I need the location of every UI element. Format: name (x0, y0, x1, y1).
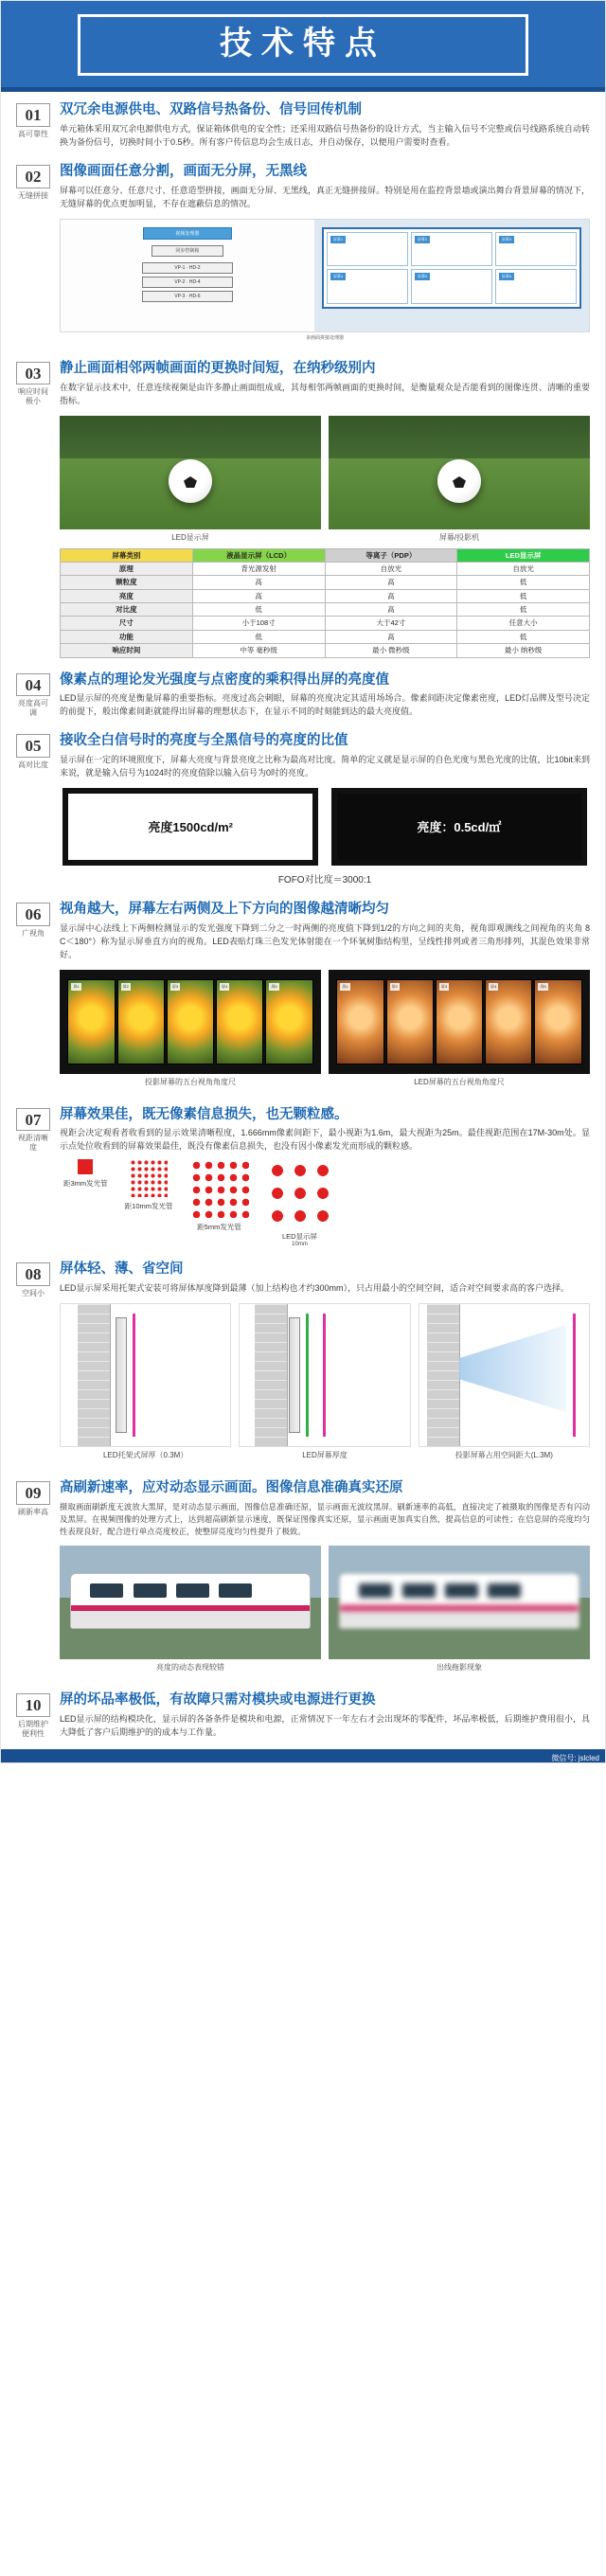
fan-panel (167, 979, 214, 1064)
screen-cell-tag: 屏幕3 (499, 236, 514, 243)
fan-panel (67, 979, 115, 1064)
football-icon (437, 459, 481, 503)
train-window (90, 1583, 123, 1598)
section-body (60, 1261, 590, 1466)
screen-cell-tag: 屏幕4 (330, 273, 346, 280)
brightness-comparison (60, 788, 590, 866)
fan-panel (534, 979, 581, 1064)
fan-panel (436, 979, 483, 1064)
fan-panel-label: 屏1 (342, 983, 348, 989)
section-body (60, 671, 590, 720)
pixel-caption: LED显示屏 (281, 1232, 318, 1242)
section-body (60, 1106, 590, 1248)
contrast-ratio-label: FOFO对比度＝3000:1 (277, 874, 372, 886)
drawing-canvas-2 (239, 1303, 410, 1447)
dimension-line-magenta (573, 1314, 576, 1437)
fan-panel-label: 屏2 (122, 983, 129, 989)
projection-beam (459, 1325, 566, 1412)
section-number-caption: 响应时间极小 (18, 387, 48, 406)
fan-panel-label: 屏3 (171, 983, 179, 989)
diagram-device-1: VP-1 · HD-2 (142, 262, 233, 274)
section-text: 单元箱体采用双冗余电源供电方式，保证箱体供电的安全性；还采用双路信号热备份的设计方式，当主输入信号不完整或信号线路系统自动转换为备份信号，切换时间小于0.5秒。所有客户传信息均会生成日志，并自动保存，以便用户需要时查看。 (60, 124, 590, 148)
drawing-projection (419, 1303, 590, 1460)
screen-cell-tag: 屏幕6 (499, 273, 514, 280)
pixel-item-4 (266, 1159, 334, 1247)
section-body (60, 360, 590, 658)
train-photo-blurred (329, 1546, 590, 1673)
section-body (60, 1479, 590, 1678)
table-cell: 低 (192, 630, 325, 643)
table-row (61, 617, 590, 630)
train-photo-sharp (60, 1546, 321, 1673)
section-text: 屏幕可以任意分、任意尺寸、任意造型拼接，画面无分屏、无黑线，真正无缝拼接屏。特别是用在监控背景墙或演出舞台背景屏幕的情况下，无缝屏幕的优点更加明显，不存在遮蔽信息的情况。 (60, 185, 590, 208)
section-number: 08 (16, 1262, 50, 1286)
viewing-angle-figures (60, 970, 590, 1087)
section-text: 显示屏中心法线上下两侧检测显示的发光强度下降到二分之一时两侧的亮度值下降到1/2的方向之间的夹角，视角即观测线之间视角的夹角 8 C＜180°）称为显示屏垂直方向的视角。LED表贴灯珠三色发光体射能在一个环氧树脂结构里，呈线性排列或者三角形排列，其混色效果非常好。 (60, 922, 590, 959)
section-number-caption: 刷新率高 (18, 1507, 48, 1516)
fan-panel-label: 屏5 (540, 983, 546, 989)
table-cell: 自放光 (325, 562, 457, 575)
brightness-white-panel: 亮度1500cd/m² (62, 788, 318, 866)
pixel-item-3 (190, 1159, 249, 1232)
section-number-caption: 无缝拼接 (18, 190, 48, 200)
section-title: 高刷新速率，应对动态显示画面。图像信息准确真实还原 (60, 1480, 403, 1496)
section-06 (1, 891, 605, 1097)
table-cell: 低 (457, 589, 590, 602)
table-cell: 低 (457, 576, 590, 589)
table-row (61, 576, 590, 589)
pixel-caption: 距5mm发光管 (197, 1223, 241, 1232)
drawing-bracket (60, 1303, 231, 1460)
section-number: 03 (16, 362, 50, 385)
table-cell: 背光源发射 (192, 562, 325, 575)
section-number-block (16, 1261, 50, 1298)
section-number-block (16, 1106, 50, 1154)
wall-hatch (427, 1304, 460, 1446)
drawing-canvas-1 (60, 1303, 231, 1447)
section-number-caption: 后期维护便利性 (18, 1719, 48, 1738)
section-08 (1, 1251, 605, 1470)
section-number-block (16, 732, 50, 770)
wall-hatch (255, 1304, 288, 1446)
pixel-block-solid (78, 1159, 93, 1174)
table-cell: 低 (192, 603, 325, 617)
fan-panel-label: 屏4 (222, 983, 228, 989)
table-cell: 最小 纳秒级 (457, 644, 590, 657)
splicing-diagram (60, 219, 590, 341)
space-drawings (60, 1303, 590, 1460)
fan-panel-label: 屏3 (440, 983, 448, 989)
table-cell: 高 (325, 589, 457, 602)
section-number-block (16, 163, 50, 201)
section-03 (1, 350, 605, 662)
fan-panel (336, 979, 383, 1064)
train-image-blurred (329, 1546, 590, 1659)
train-image-sharp (60, 1546, 321, 1659)
table-cell: 大于42寸 (325, 617, 457, 630)
page-title: 技术特点 (220, 26, 386, 62)
section-text: LED显示屏采用托架式安装可将屏体厚度降到最薄（加上结构也才约300mm），只占用最小的空间空间，适合对空间要求高的客户选择。 (60, 1283, 570, 1294)
train-caption-left: 亮度的动态表现较错 (156, 1663, 224, 1673)
table-row (61, 603, 590, 617)
fan-panel-label: 屏2 (391, 983, 398, 989)
drawing-caption: LED屏幕厚度 (302, 1451, 348, 1460)
section-number-block (16, 901, 50, 939)
page-header (1, 1, 605, 87)
table-header-cell: 等离子（PDP） (325, 548, 457, 562)
table-cell: 自放光 (457, 562, 590, 575)
diagram-center-label: 多画面拼接处理器 (305, 334, 344, 341)
photo-led (60, 416, 321, 543)
table-cell: 对比度 (61, 603, 193, 617)
drawing-caption: LED托架式屏厚（0.3M） (102, 1451, 188, 1460)
led-panel (289, 1317, 300, 1433)
comparison-table (60, 548, 590, 658)
section-10 (1, 1682, 605, 1744)
table-cell: 高 (192, 576, 325, 589)
section-01 (1, 92, 605, 153)
table-row (61, 644, 590, 657)
screen-cell-tag: 屏幕1 (330, 236, 346, 243)
pixel-block-led-screen (266, 1159, 334, 1227)
photo-caption-left: LED显示屏 (171, 532, 209, 542)
diagram-box-controller: 同步控制箱 (152, 245, 223, 257)
train-window (402, 1583, 436, 1598)
section-title: 视角越大，屏幕左右两侧及上下方向的图像越清晰均匀 (60, 901, 389, 917)
section-number-block (16, 1691, 50, 1739)
screen-grid (322, 227, 581, 309)
screen-cell (327, 232, 408, 267)
section-title: 屏的坏品率极低，有故障只需对模块或电源进行更换 (60, 1692, 376, 1708)
table-header-cell: LED显示屏 (457, 548, 590, 562)
fan-panel (485, 979, 532, 1064)
diagram-left (61, 220, 314, 331)
train-stripe (71, 1605, 310, 1611)
pixel-caption: 距10mm发光管 (124, 1202, 173, 1211)
fan-panel (117, 979, 165, 1064)
footer-bar (1, 1749, 605, 1762)
train-window (219, 1583, 252, 1598)
section-number: 05 (16, 734, 50, 758)
screen-cell (411, 232, 492, 267)
table-cell: 低 (457, 603, 590, 617)
dimension-line-magenta (133, 1314, 135, 1437)
table-row (61, 562, 590, 575)
fan-panel-label: 屏5 (271, 983, 277, 989)
section-05 (1, 723, 605, 891)
table-header-cell: 屏幕类别 (61, 548, 193, 562)
fan-projector (60, 970, 321, 1074)
diagram-device-2: VP-2 · HD-4 (142, 277, 233, 288)
table-cell: 颗粒度 (61, 576, 193, 589)
table-cell: 高 (325, 576, 457, 589)
table-header-row (61, 548, 590, 562)
dimension-line-magenta (323, 1314, 326, 1437)
table-cell: 响应时间 (61, 644, 193, 657)
section-text: LED显示屏的亮度是衡量屏幕的重要指标。亮度过高会刺眼，屏幕的亮度决定其适用场场合。像素间距决定像素密度，LED灯品牌及型号决定的前提下，般出像素间距就能得出屏幕的理想状态下，在显示不同的时刻能到达的最大亮度值。 (60, 693, 590, 717)
train-body (339, 1573, 579, 1630)
viewing-angle-projector (60, 970, 321, 1087)
section-09 (1, 1470, 605, 1682)
screen-cell (495, 269, 577, 304)
section-text: LED显示屏的结构模块化，显示屏的各备条件是模块和电源，正常情况下一年左右才会出现坏的零配件，坏品率极低，后期维护费用很小，具大降低了客户后期维护的的成本与工作量。 (60, 1713, 590, 1737)
fan-panel (386, 979, 434, 1064)
section-body (60, 101, 590, 150)
train-photos (60, 1546, 590, 1673)
section-body (60, 901, 590, 1093)
section-number-caption: 亮度高可调 (18, 699, 48, 718)
train-window (359, 1583, 392, 1598)
screen-cell-tag: 屏幕2 (415, 236, 430, 243)
pixel-block-fine-dots (130, 1159, 168, 1197)
pixel-item-2 (125, 1159, 173, 1211)
section-number-block (16, 1479, 50, 1517)
table-cell: 任意大小 (457, 617, 590, 630)
section-body (60, 163, 590, 347)
diagram-canvas (60, 219, 590, 332)
table-cell: 中等 毫秒级 (192, 644, 325, 657)
header-frame (78, 14, 528, 76)
screen-cell (327, 269, 408, 304)
section-text: 摄取画面刷新度无波放大黑屏，是对动态显示画面，图像信息准确还原，显示画面无波纹黑屏。刷新速率的高低，直接决定了被摄取的图像是否有闪动及黑屏。在视频图像的处理方式上，达到超高刷新显示速度，既保证图像真实还原，显示画面更加真实自然，提高信息的可读性；在信息屏的亮度均匀性表现良好，配合进行单点亮度校正，使整屏亮度均匀性提升了极致。 (60, 1501, 590, 1537)
ball-photo-pair (60, 416, 590, 543)
table-row (61, 630, 590, 643)
table-cell: 高 (325, 630, 457, 643)
table-cell: 小于108寸 (192, 617, 325, 630)
section-title: 静止画面相邻两帧画面的更换时间短，在纳秒级别内 (60, 360, 376, 376)
section-title: 像素点的理论发光强度与点密度的乘积得出屏的亮度值 (60, 671, 389, 688)
photo-caption-right: 屏幕/投影机 (438, 532, 480, 542)
train-window (176, 1583, 209, 1598)
section-02 (1, 153, 605, 350)
viewing-caption-left: 投影屏幕的五台视角角度尺 (145, 1077, 236, 1086)
train-window (134, 1583, 167, 1598)
diagram-box-processor: 视频处理器 (143, 227, 232, 240)
pixel-pitch-mark: 10mm (292, 1242, 308, 1248)
section-text: 在数字显示技术中，任意连续视频是由许多静止画面组成成，其每相邻两帧画面的更换时间，是衡量观众是否能看到的图像连贯、清晰的重要指标。 (60, 382, 590, 405)
fan-panel-label: 屏4 (490, 983, 497, 989)
section-04 (1, 662, 605, 724)
led-screen-photo (60, 416, 321, 529)
diagram-device-3: VP-3 · HD-6 (142, 291, 233, 302)
football-icon (169, 459, 212, 503)
section-number: 10 (16, 1693, 50, 1717)
fan-led (329, 970, 590, 1074)
led-panel (116, 1317, 127, 1433)
dimension-line-green (306, 1314, 309, 1437)
section-number: 09 (16, 1481, 50, 1505)
train-caption-right: 出线拖影现象 (437, 1663, 482, 1673)
table-cell: 高 (325, 603, 457, 617)
table-cell: 功能 (61, 630, 193, 643)
wechat-id: 微信号: jslcled (551, 1753, 599, 1762)
section-number-caption: 高对比度 (18, 760, 48, 769)
fan-panel (216, 979, 263, 1064)
section-number-caption: 高可靠性 (18, 129, 48, 138)
section-number: 04 (16, 673, 50, 697)
screen-cell-tag: 屏幕5 (415, 273, 430, 280)
train-window (488, 1583, 521, 1598)
section-title: 屏体轻、薄、省空间 (60, 1261, 184, 1278)
section-title: 双冗余电源供电、双路信号热备份、信号回传机制 (60, 102, 362, 118)
section-body (60, 1691, 590, 1740)
drawing-thickness (239, 1303, 410, 1460)
section-number: 01 (16, 103, 50, 127)
section-title: 接收全白信号时的亮度与全黑信号的亮度的比值 (60, 733, 348, 749)
table-cell: 低 (457, 630, 590, 643)
section-number-block (16, 101, 50, 139)
train-window (445, 1583, 478, 1598)
pixel-comparison (60, 1154, 590, 1247)
viewing-caption-right: LED屏幕的五台视角角度尺 (414, 1077, 505, 1086)
section-number: 06 (16, 903, 50, 926)
table-cell: 高 (192, 589, 325, 602)
wall-hatch (78, 1304, 111, 1446)
section-number-caption: 广视角 (22, 928, 45, 938)
pixel-block-medium-dots (190, 1159, 249, 1218)
section-body (60, 732, 590, 887)
table-cell: 亮度 (61, 589, 193, 602)
viewing-angle-led (329, 970, 590, 1087)
section-number: 07 (16, 1108, 50, 1132)
diagram-right (314, 220, 589, 331)
drawing-canvas-3 (419, 1303, 590, 1447)
table-cell: 尺寸 (61, 617, 193, 630)
section-title: 图像画面任意分割，画面无分屏，无黑线 (60, 164, 307, 180)
section-number-block (16, 671, 50, 719)
fan-panel (265, 979, 312, 1064)
screen-cell (411, 269, 492, 304)
section-text: 视距会决定观看者收看到的显示效果清晰程度，1.666mm像素间距下，最小视距为1.6m，最大视距为25m。最佳视距范围在17M-30m处。显示点处位收看到的屏幕效果最佳，既没有像素信息损失，也没有因小像素发光而形成的颗粒感。 (60, 1128, 590, 1152)
table-cell: 最小 微秒级 (325, 644, 457, 657)
pixel-caption: 距3mm发光管 (63, 1179, 108, 1189)
table-cell: 原理 (61, 562, 193, 575)
photo-projector (329, 416, 590, 543)
section-number: 02 (16, 165, 50, 188)
train-stripe (340, 1605, 579, 1611)
section-title: 屏幕效果佳，既无像素信息损失，也无颗粒感。 (60, 1106, 348, 1122)
drawing-caption: 投影屏幕占用空间距大(L.3M) (454, 1451, 553, 1460)
section-number-caption: 视距清晰度 (18, 1134, 48, 1153)
pixel-item-1 (63, 1159, 108, 1189)
section-07 (1, 1097, 605, 1252)
section-number-caption: 空间小 (22, 1288, 45, 1297)
fan-panel-label: 屏1 (73, 983, 80, 989)
projector-screen-photo (329, 416, 590, 529)
table-header-cell: 液晶显示屏（LCD） (192, 548, 325, 562)
section-number-block (16, 360, 50, 407)
train-body (70, 1573, 311, 1630)
brightness-black-panel: 亮度：0.5cd/㎡ (331, 788, 587, 866)
section-text: 显示屏在一定的环境照度下，屏幕大亮度与背景亮度之比称为最高对比度。简单的定义就是显示屏的自色光度与黑色光度的比值，比10bit来到来说，就是输入信号为1024时的亮度值除以输入信号为0时的亮度。 (60, 755, 590, 778)
table-row (61, 589, 590, 602)
screen-cell (495, 232, 577, 267)
